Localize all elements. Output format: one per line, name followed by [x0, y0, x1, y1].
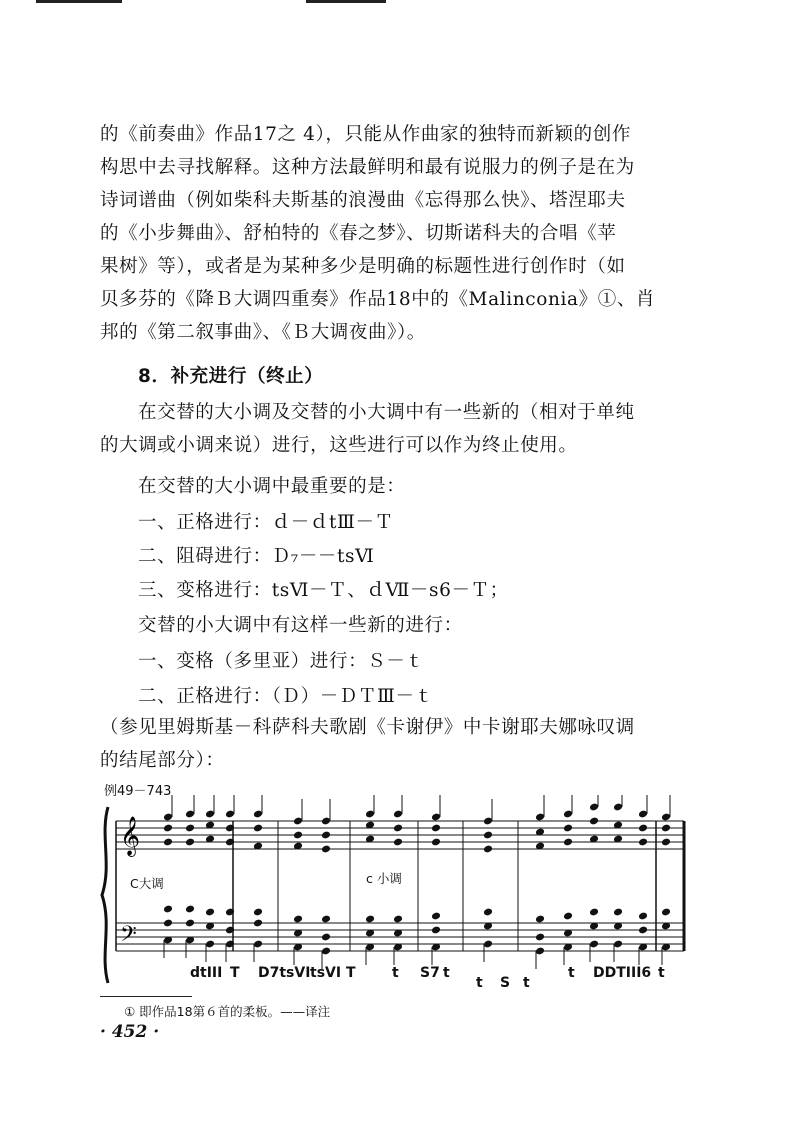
- analysis-symbol: t: [392, 965, 399, 981]
- notehead: [393, 838, 403, 847]
- notehead: [321, 915, 331, 924]
- body-line-5: 果树》等），或者是为某种多少是明确的标题性进行创作时（如: [100, 256, 626, 277]
- body-line-3: 诗词谱曲（例如柴科夫斯基的浪漫曲《忘得那么快》、塔涅耶夫: [100, 190, 626, 211]
- analysis-symbol: tsVI: [310, 965, 342, 981]
- list-intro-major-minor: 在交替的大小调中最重要的是：: [138, 476, 406, 497]
- notehead: [293, 915, 303, 924]
- list2-item-2: 二、正格进行：（Ｄ）－ＤＴⅢ－ｔ: [138, 686, 434, 707]
- notehead: [661, 824, 671, 833]
- harmonic-analysis: [190, 965, 665, 991]
- notehead: [431, 824, 441, 833]
- analysis-symbol: T: [346, 965, 356, 981]
- notehead: [563, 824, 573, 833]
- notehead: [431, 926, 441, 935]
- notehead: [613, 908, 623, 917]
- notehead: [638, 824, 648, 833]
- notehead: [563, 838, 573, 847]
- notehead: [638, 926, 648, 935]
- analysis-symbol: dtIII: [190, 965, 223, 981]
- analysis-symbol: T: [230, 965, 240, 981]
- list1-item-3: 三、变格进行：tsⅥ－Ｔ、ｄⅦ－s6－Ｔ；: [138, 580, 509, 601]
- analysis-symbol: S: [500, 975, 511, 991]
- body-line-1: 的《前奏曲》作品17之 4），只能从作曲家的独特而新颖的创作: [100, 124, 631, 145]
- notehead: [589, 817, 599, 826]
- body-line-6: 贝多芬的《降Ｂ大调四重奏》作品18中的《Malinconia》①、肖: [100, 289, 656, 310]
- notehead: [163, 824, 173, 833]
- analysis-symbol: t: [523, 975, 530, 991]
- para2-line-1: 在交替的大小调及交替的小大调中有一些新的（相对于单纯: [138, 402, 635, 423]
- notehead: [185, 905, 195, 914]
- top-rule-right: [306, 0, 386, 3]
- notehead: [661, 838, 671, 847]
- notehead: [365, 915, 375, 924]
- notehead: [185, 919, 195, 928]
- notehead: [185, 824, 195, 833]
- notehead: [293, 831, 303, 840]
- notehead: [321, 831, 331, 840]
- notehead: [393, 915, 403, 924]
- section-heading: 8．补充进行（终止）: [138, 366, 324, 387]
- para3-line-1: （参见里姆斯基－科萨科夫歌剧《卡谢伊》中卡谢耶夫娜咏叹调: [100, 717, 635, 738]
- brace: [102, 807, 108, 983]
- notehead: [589, 908, 599, 917]
- notehead: [163, 905, 173, 914]
- para2-line-2: 的大调或小调来说）进行，这些进行可以作为终止使用。: [100, 435, 578, 456]
- notehead: [431, 912, 441, 921]
- para3-line-2: 的结尾部分）：: [100, 750, 225, 771]
- notehead: [253, 824, 263, 833]
- treble-clef-icon: 𝄞: [120, 816, 141, 856]
- analysis-symbol: DDTIII6: [593, 965, 652, 981]
- notehead: [321, 933, 331, 942]
- key-label-minor: c 小调: [366, 871, 402, 886]
- body-line-4: 的《小步舞曲》、舒柏特的《春之梦》、切斯诺科夫的合唱《苹: [100, 223, 617, 244]
- notehead: [483, 908, 493, 917]
- footnote-rule: [100, 996, 192, 997]
- notehead: [321, 845, 331, 854]
- notehead: [483, 845, 493, 854]
- notehead: [185, 838, 195, 847]
- page-number: · 452 ·: [100, 1022, 160, 1042]
- notehead: [563, 912, 573, 921]
- analysis-symbol: t: [658, 965, 665, 981]
- body-line-2: 构思中去寻找解释。这种方法最鲜明和最有说服力的例子是在为: [100, 157, 635, 178]
- notehead: [483, 831, 493, 840]
- analysis-symbol: t: [476, 975, 483, 991]
- notehead: [661, 908, 671, 917]
- notehead: [205, 908, 215, 917]
- notehead: [535, 933, 545, 942]
- list1-item-2: 二、阻碍进行：Ｄ₇－－tsⅥ: [138, 546, 375, 567]
- analysis-symbol: t: [568, 965, 575, 981]
- music-score: [98, 795, 698, 995]
- analysis-symbol: D7tsVI: [258, 965, 311, 981]
- bass-clef-icon: 𝄢: [120, 922, 137, 952]
- list1-item-1: 一、正格进行：ｄ－ｄtⅢ－Ｔ: [138, 512, 394, 533]
- footnote: ① 即作品18第６首的柔板。——译注: [124, 1004, 331, 1019]
- body-line-7: 邦的《第二叙事曲》、《Ｂ大调夜曲》）。: [100, 322, 426, 343]
- example-label: 例49－743: [104, 784, 172, 799]
- notehead: [253, 908, 263, 917]
- notehead: [163, 838, 173, 847]
- list2-item-1: 一、变格（多里亚）进行：Ｓ－ｔ: [138, 651, 425, 672]
- notehead: [253, 919, 263, 928]
- key-label-major: C大调: [130, 876, 164, 891]
- notehead: [393, 824, 403, 833]
- notehead: [163, 919, 173, 928]
- top-rule-left: [36, 0, 122, 3]
- list-intro-minor-major: 交替的小大调中有这样一些新的进行：: [138, 615, 463, 636]
- analysis-symbol: t: [443, 965, 450, 981]
- notehead: [638, 838, 648, 847]
- analysis-symbol: S7: [420, 965, 440, 981]
- notehead: [431, 838, 441, 847]
- notehead: [535, 915, 545, 924]
- notehead: [638, 912, 648, 921]
